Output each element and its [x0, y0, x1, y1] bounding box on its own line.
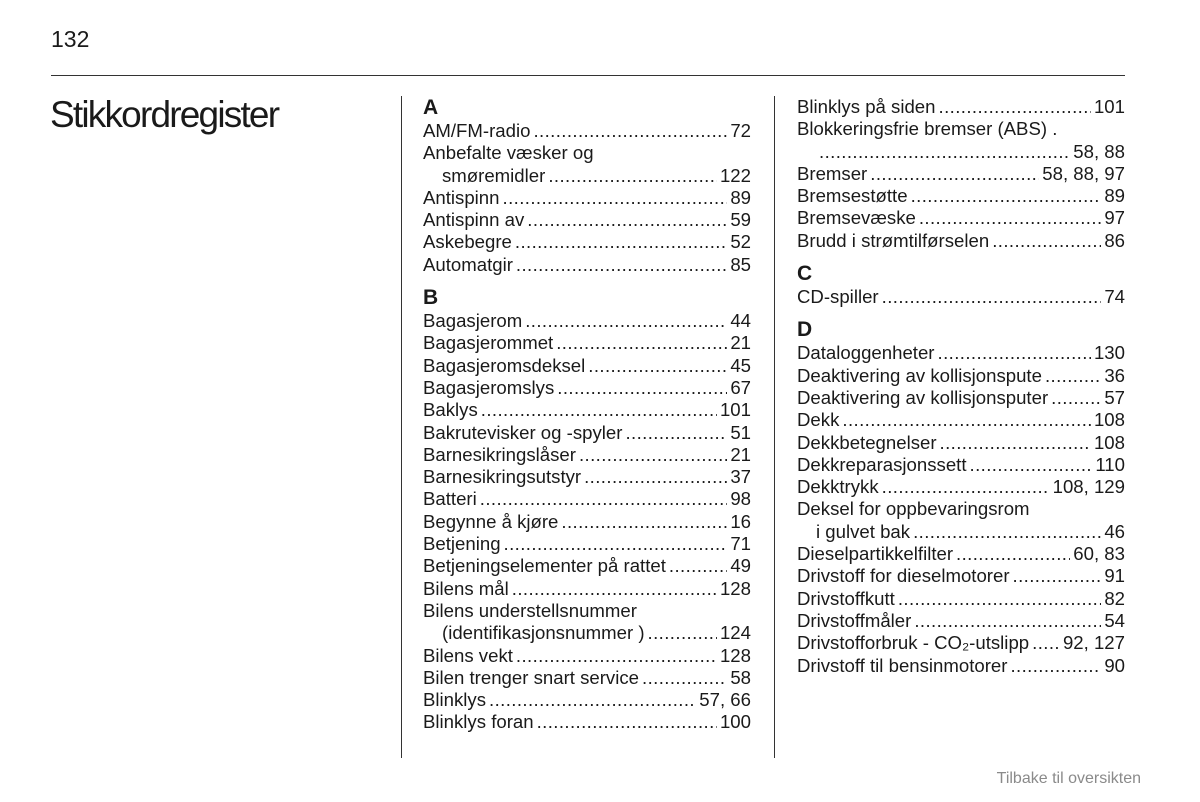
index-entry-term: Blinklys — [423, 689, 487, 711]
dot-leader — [561, 511, 727, 533]
index-entry-term: Askebegre — [423, 231, 512, 253]
dot-leader — [819, 141, 1070, 163]
index-entry[interactable] — [423, 711, 751, 733]
index-entry-pages[interactable]: 54 — [1104, 609, 1125, 631]
dot-leader — [898, 588, 1101, 610]
index-entry[interactable] — [797, 454, 1125, 476]
index-entry-pages[interactable]: 108, 129 — [1052, 476, 1125, 498]
index-entry-pages[interactable]: 60, 83 — [1073, 543, 1125, 565]
index-entry[interactable] — [423, 310, 751, 332]
dot-leader — [503, 187, 728, 209]
index-entry-pages[interactable]: 86 — [1104, 229, 1125, 251]
index-entry[interactable] — [797, 409, 1125, 431]
index-entry[interactable] — [797, 543, 1125, 565]
index-entry-term: Bilens understellsnummer — [423, 599, 637, 621]
index-entry-term: Dieselpartikkelfilter — [797, 543, 954, 565]
dot-leader — [1013, 565, 1102, 587]
section-letter: B — [423, 286, 439, 310]
index-entry-pages[interactable]: 52 — [730, 231, 751, 253]
index-entry-term: Betjening — [423, 533, 501, 555]
index-entry[interactable] — [423, 466, 751, 488]
index-entry-pages[interactable]: 101 — [719, 399, 751, 421]
index-entry-pages[interactable]: 71 — [730, 533, 751, 555]
index-entry-term: Antispinn — [423, 186, 500, 208]
index-entry-pages[interactable]: 91 — [1104, 565, 1125, 587]
dot-leader — [914, 610, 1101, 632]
dot-leader — [842, 409, 1091, 431]
index-entry-term: Bremsevæske — [797, 207, 916, 229]
dot-leader — [533, 120, 727, 142]
index-entry-pages[interactable]: 58, 88, 97 — [1042, 162, 1125, 184]
index-entry-term: Bilens mål — [423, 577, 509, 599]
index-entry-term: Bagasjerom — [423, 310, 523, 332]
index-entry[interactable] — [797, 632, 1125, 654]
index-entry[interactable] — [423, 622, 751, 644]
dot-leader — [992, 230, 1101, 252]
dot-leader — [882, 286, 1102, 308]
index-entry-pages[interactable]: 16 — [730, 510, 751, 532]
index-entry-term: Bagasjeromsdeksel — [423, 354, 586, 376]
index-entry-term: Deksel for oppbevaringsrom — [797, 498, 1030, 520]
dot-leader — [481, 399, 717, 421]
dot-leader — [480, 488, 728, 510]
index-group — [797, 262, 1125, 308]
index-entry-term: Betjeningselementer på rattet — [423, 555, 666, 577]
index-entry-continuation: smøremidler — [442, 164, 546, 186]
index-entry-term: Drivstofforbruk - CO₂-utslipp — [797, 632, 1030, 654]
index-entry-term: Dekktrykk — [797, 476, 879, 498]
index-group — [423, 96, 751, 276]
index-entry[interactable] — [423, 689, 751, 711]
index-entry-term: Dekkreparasjonssett — [797, 453, 967, 475]
index-entry-term: Bilen trenger snart service — [423, 666, 639, 688]
index-entry[interactable] — [423, 555, 751, 577]
index-entry-pages[interactable]: 97 — [1104, 207, 1125, 229]
index-entry-term: Bilens vekt — [423, 644, 513, 666]
index-entry-pages[interactable]: 37 — [730, 466, 751, 488]
index-entry-term: Blinklys på siden — [797, 96, 936, 117]
index-entry-term: CD-spiller — [797, 286, 879, 308]
page-title: Stikkordregister — [50, 94, 279, 135]
index-entry[interactable] — [423, 231, 751, 253]
index-entry[interactable] — [797, 565, 1125, 587]
index-entry[interactable] — [423, 422, 751, 444]
dot-leader — [537, 711, 717, 733]
dot-leader — [557, 377, 727, 399]
dot-leader — [516, 254, 727, 276]
index-entry-term: Drivstoff til bensinmotorer — [797, 654, 1008, 676]
index-entry-pages[interactable]: 98 — [730, 488, 751, 510]
index-entry-pages[interactable]: 108 — [1093, 409, 1125, 431]
index-entry[interactable] — [423, 444, 751, 466]
index-entry-pages[interactable]: 72 — [730, 120, 751, 141]
index-entry-pages[interactable]: 122 — [719, 164, 751, 186]
dot-leader — [504, 533, 728, 555]
index-entry-term: Anbefalte væsker og — [423, 142, 594, 164]
index-entry-term: Deaktivering av kollisjonspute — [797, 364, 1042, 386]
dot-leader — [938, 342, 1091, 364]
index-entry[interactable] — [797, 207, 1125, 229]
page-number: 132 — [51, 26, 90, 52]
dot-leader — [527, 209, 727, 231]
index-entry-pages[interactable]: 67 — [730, 376, 751, 398]
section-letter: A — [423, 96, 439, 119]
index-entry-term: Bagasjerommet — [423, 332, 554, 354]
dot-leader — [548, 165, 717, 187]
index-entry-term: Bagasjeromslys — [423, 376, 555, 398]
dot-leader — [584, 466, 727, 488]
dot-leader — [489, 689, 696, 711]
index-group — [797, 318, 1125, 676]
index-entry-term: Baklys — [423, 399, 478, 421]
index-entry[interactable] — [797, 365, 1125, 387]
index-entry[interactable] — [423, 120, 751, 142]
index-entry[interactable] — [423, 187, 751, 209]
index-entry-pages[interactable]: 57 — [1104, 386, 1125, 408]
index-entry-pages[interactable]: 58 — [730, 666, 751, 688]
index-entry-pages[interactable]: 21 — [730, 332, 751, 354]
index-entry-pages[interactable]: 85 — [730, 253, 751, 275]
index-entry-pages[interactable]: 36 — [1104, 364, 1125, 386]
index-entry-pages[interactable]: 130 — [1093, 342, 1125, 364]
index-entry[interactable] — [797, 342, 1125, 364]
index-entry-pages[interactable]: 44 — [730, 310, 751, 332]
dot-leader — [512, 578, 717, 600]
index-entry-term: Bakrutevisker og -spyler — [423, 421, 623, 443]
index-entry[interactable] — [423, 667, 751, 689]
index-entry[interactable] — [797, 286, 1125, 308]
section-letter: C — [797, 262, 813, 286]
index-entry-term: Blokkeringsfrie bremser (ABS) . — [797, 118, 1058, 140]
dot-leader — [939, 96, 1091, 118]
index-group — [423, 286, 751, 734]
index-entry[interactable] — [423, 165, 751, 187]
index-entry-term: Bremsestøtte — [797, 185, 908, 207]
index-entry-term: Barnesikringsutstyr — [423, 466, 582, 488]
index-entry[interactable] — [423, 332, 751, 354]
dot-leader — [1051, 387, 1101, 409]
dot-leader — [556, 332, 727, 354]
dot-leader — [1010, 655, 1101, 677]
header-rule — [51, 75, 1125, 76]
dot-leader — [913, 521, 1101, 543]
dot-leader — [911, 185, 1102, 207]
index-entry-pages[interactable]: 59 — [730, 209, 751, 231]
index-entry-pages[interactable]: 92, 127 — [1062, 632, 1125, 654]
index-entry[interactable] — [797, 521, 1125, 543]
index-entry-term: Dekkbetegnelser — [797, 431, 937, 453]
dot-leader — [970, 454, 1093, 476]
dot-leader — [525, 310, 727, 332]
index-entry-pages[interactable]: 45 — [730, 354, 751, 376]
dot-leader — [642, 667, 727, 689]
index-entry[interactable] — [423, 209, 751, 231]
dot-leader — [669, 555, 727, 577]
index-entry-term: Dekk — [797, 409, 840, 431]
index-entry[interactable] — [797, 163, 1125, 185]
index-entry-pages[interactable]: 124 — [719, 622, 751, 644]
index-entry-pages[interactable]: 128 — [719, 644, 751, 666]
index-entry-term: Bremser — [797, 162, 868, 184]
index-entry[interactable] — [797, 230, 1125, 252]
column-divider — [774, 96, 775, 758]
index-entry[interactable] — [797, 96, 1125, 118]
index-entry-pages[interactable]: 110 — [1095, 453, 1125, 475]
dot-leader — [882, 476, 1050, 498]
index-column-2 — [797, 96, 1125, 677]
index-entry-term: Brudd i strømtilførselen — [797, 229, 990, 251]
index-entry-pages[interactable]: 57, 66 — [699, 689, 751, 711]
index-entry[interactable] — [797, 610, 1125, 632]
index-entry-pages[interactable]: 46 — [1104, 520, 1125, 542]
index-entry-pages[interactable]: 108 — [1093, 431, 1125, 453]
dot-leader — [870, 163, 1039, 185]
index-entry[interactable] — [797, 588, 1125, 610]
index-entry[interactable] — [797, 141, 1125, 163]
index-group — [797, 96, 1125, 252]
index-entry-pages[interactable]: 51 — [730, 421, 751, 443]
index-entry[interactable] — [797, 655, 1125, 677]
index-entry[interactable] — [423, 254, 751, 276]
index-entry-continuation: (identifikasjonsnummer ) — [442, 622, 645, 644]
dot-leader — [956, 543, 1070, 565]
index-entry-term: Drivstoff for dieselmotorer — [797, 565, 1010, 587]
index-entry-pages[interactable]: 89 — [730, 186, 751, 208]
dot-leader — [940, 432, 1091, 454]
index-entry-term: Batteri — [423, 488, 477, 510]
index-column-1 — [423, 96, 751, 734]
index-entry-pages[interactable]: 90 — [1104, 654, 1125, 676]
index-entry[interactable] — [423, 355, 751, 377]
index-entry-term: AM/FM-radio — [423, 120, 531, 141]
column-divider — [401, 96, 402, 758]
back-to-overview-link[interactable]: Tilbake til oversikten — [996, 770, 1141, 787]
index-entry[interactable] — [423, 377, 751, 399]
index-entry-pages[interactable]: 74 — [1104, 286, 1125, 308]
index-entry[interactable] — [423, 645, 751, 667]
index-entry-pages[interactable]: 58, 88 — [1073, 140, 1125, 162]
index-entry[interactable] — [423, 488, 751, 510]
index-entry-term: Begynne å kjøre — [423, 510, 559, 532]
index-entry-pages[interactable]: 100 — [719, 711, 751, 733]
dot-leader — [588, 355, 727, 377]
index-entry[interactable] — [423, 511, 751, 533]
index-entry-pages[interactable]: 21 — [730, 443, 751, 465]
index-entry-pages[interactable]: 89 — [1104, 185, 1125, 207]
dot-leader — [515, 231, 727, 253]
index-entry-term: Drivstoffkutt — [797, 587, 895, 609]
index-entry-term: Deaktivering av kollisjonsputer — [797, 386, 1049, 408]
index-entry-term: Automatgir — [423, 253, 513, 275]
dot-leader — [516, 645, 717, 667]
index-entry-term: Barnesikringslåser — [423, 443, 576, 465]
section-letter: D — [797, 318, 813, 342]
index-entry-term: Drivstoffmåler — [797, 609, 912, 631]
dot-leader — [1032, 632, 1060, 654]
index-entry[interactable] — [797, 432, 1125, 454]
index-entry[interactable] — [797, 387, 1125, 409]
index-entry-pages[interactable]: 101 — [1093, 96, 1125, 117]
dot-leader — [625, 422, 727, 444]
dot-leader — [919, 207, 1101, 229]
index-entry-pages[interactable]: 49 — [730, 555, 751, 577]
dot-leader — [579, 444, 727, 466]
index-entry-term: Antispinn av — [423, 209, 525, 231]
dot-leader — [1045, 365, 1101, 387]
index-entry[interactable] — [797, 476, 1125, 498]
index-entry-pages[interactable]: 128 — [719, 577, 751, 599]
index-entry-pages[interactable]: 82 — [1104, 587, 1125, 609]
index-entry-continuation: i gulvet bak — [816, 520, 911, 542]
dot-leader — [648, 622, 717, 644]
index-entry-term: Blinklys foran — [423, 711, 534, 733]
index-entry[interactable] — [423, 578, 751, 600]
index-entry[interactable] — [423, 399, 751, 421]
index-entry[interactable] — [797, 185, 1125, 207]
index-entry-term: Dataloggenheter — [797, 342, 935, 364]
index-entry[interactable] — [423, 533, 751, 555]
